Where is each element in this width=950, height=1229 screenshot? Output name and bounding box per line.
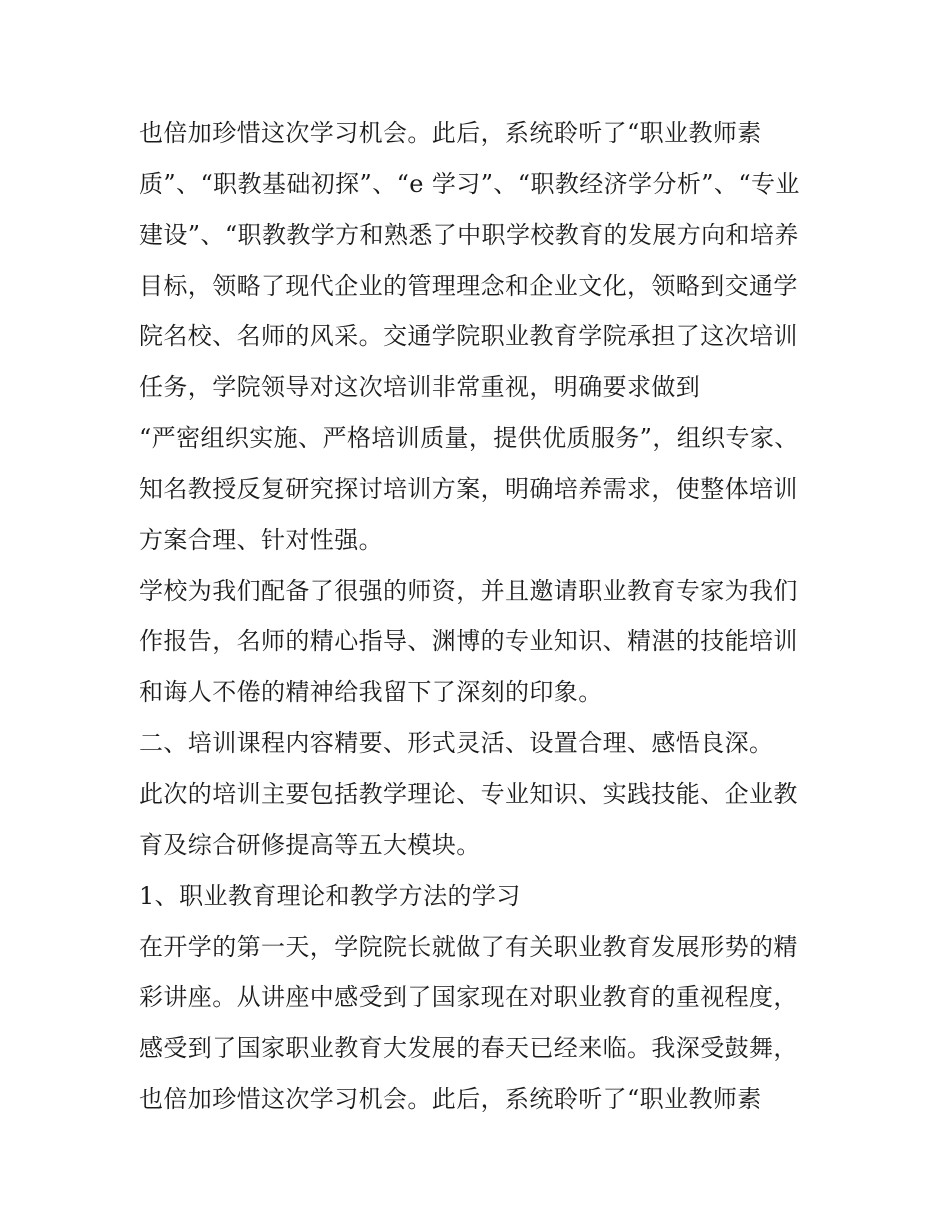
text-line: 建设”、“职教教学方和熟悉了中职学校教育的发展方向和培养 xyxy=(139,220,799,249)
text-line: 也倍加珍惜这次学习机会。此后，系统聆听了“职业教师素 xyxy=(139,119,762,147)
text-line: 知名教授反复研究探讨培训方案，明确培养需求，使整体培训 xyxy=(139,474,798,503)
text-line: 育及综合研修提高等五大模块。 xyxy=(139,830,481,859)
text-line: 院名校、名师的风采。交通学院职业教育学院承担了这次培训 xyxy=(139,322,798,351)
text-line: 也倍加珍惜这次学习机会。此后，系统聆听了“职业教师素 xyxy=(139,1085,762,1114)
text-line: 作报告，名师的精心指导、渊博的专业知识、精湛的技能培训 xyxy=(139,627,798,656)
text-line: 彩讲座。从讲座中感受到了国家现在对职业教育的重视程度， xyxy=(139,983,798,1012)
section-heading: 二、培训课程内容精要、形式灵活、设置合理、感悟良深。 xyxy=(139,729,774,758)
subsection-heading: 1、职业教育理论和教学方法的学习 xyxy=(139,881,521,910)
text-line: 和诲人不倦的精神给我留下了深刻的印象。 xyxy=(139,678,603,707)
text-line: 质”、“职教基础初探”、“e 学习”、“职教经济学分析”、“专业 xyxy=(139,169,800,198)
text-line: 在开学的第一天，学院院长就做了有关职业教育发展形势的精 xyxy=(139,932,798,961)
text-line: “严密组织实施、严格培训质量，提供优质服务”，组织专家、 xyxy=(139,424,799,453)
text-line: 方案合理、针对性强。 xyxy=(139,525,383,554)
text-line: 此次的培训主要包括教学理论、专业知识、实践技能、企业教 xyxy=(139,779,798,808)
text-line: 目标，领略了现代企业的管理理念和企业文化，领略到交通学 xyxy=(139,271,798,300)
text-line: 感受到了国家职业教育大发展的春天已经来临。我深受鼓舞， xyxy=(139,1034,798,1063)
text-line: 学校为我们配备了很强的师资，并且邀请职业教育专家为我们 xyxy=(139,576,798,605)
text-line: 任务，学院领导对这次培训非常重视，明确要求做到 xyxy=(139,373,701,402)
document-body xyxy=(139,108,819,1125)
